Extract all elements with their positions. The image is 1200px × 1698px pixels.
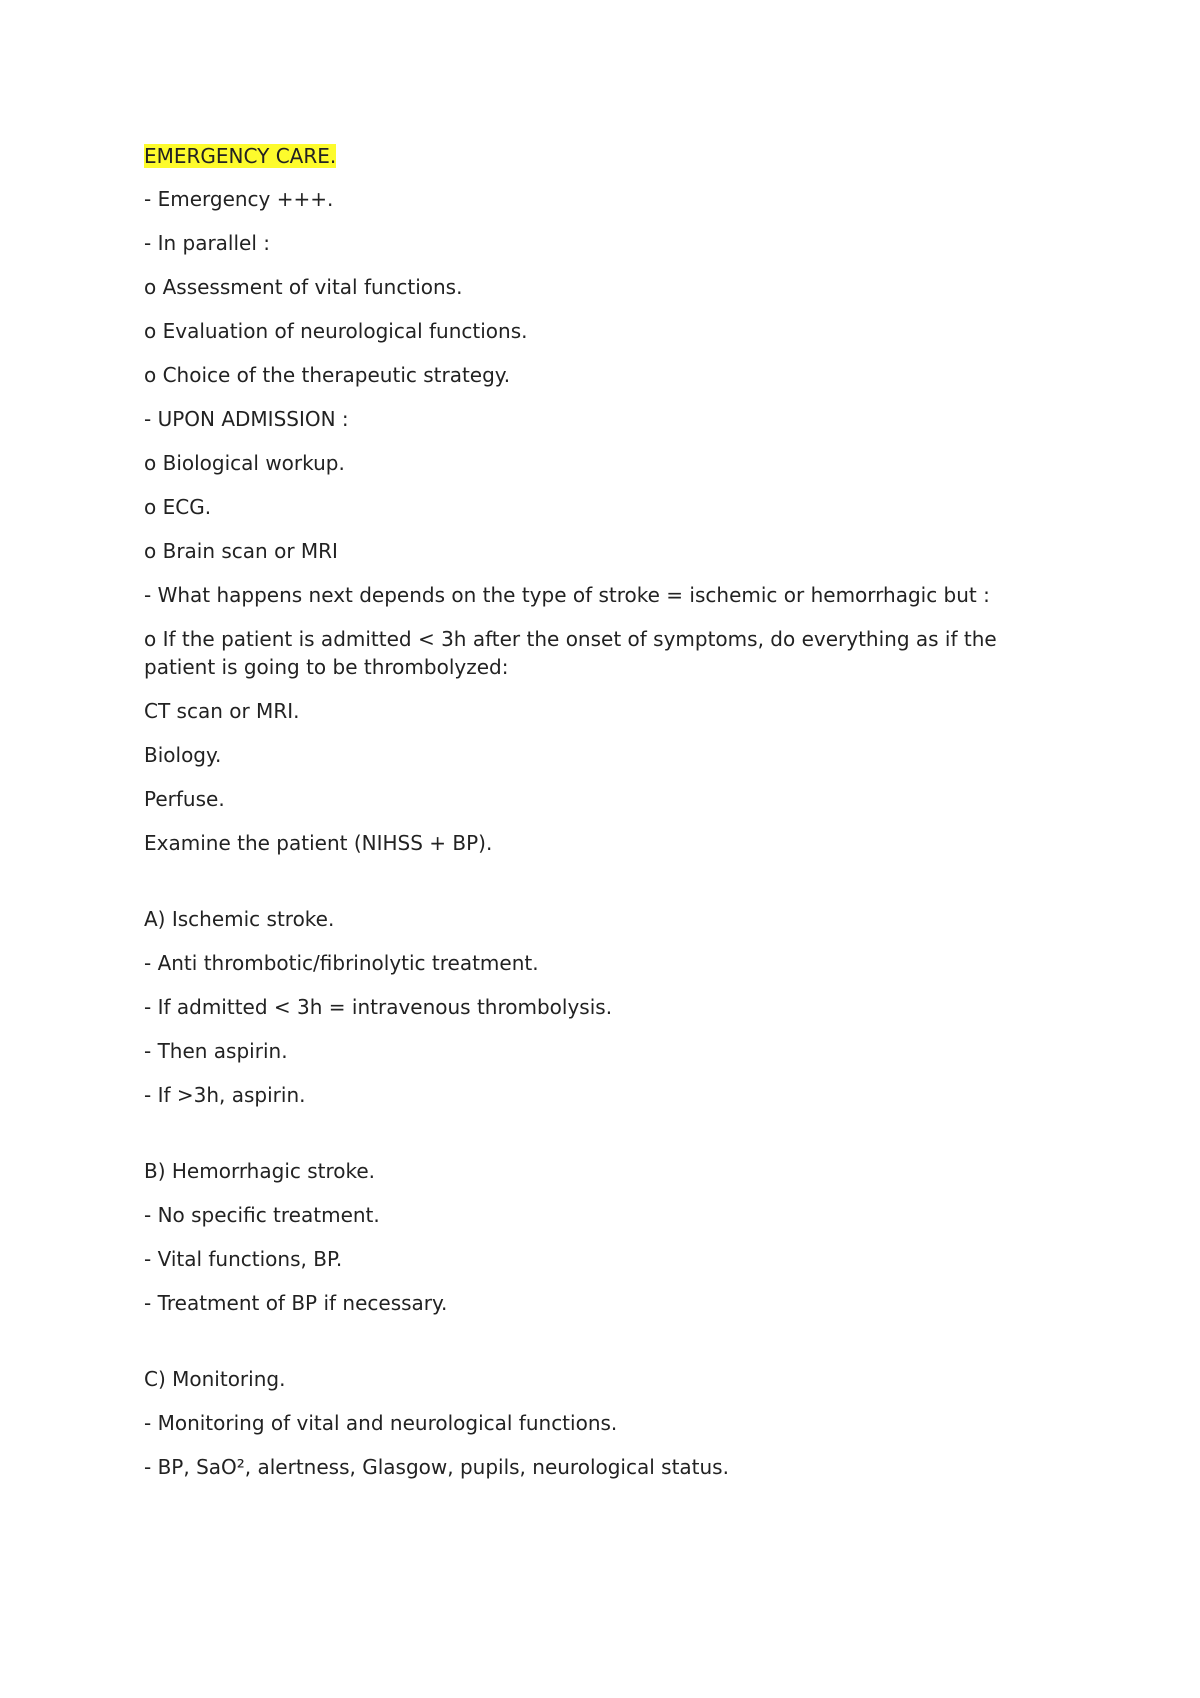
section-c-heading: C) Monitoring.: [144, 1367, 286, 1391]
intro-line: - Emergency +++.: [144, 187, 334, 211]
section-b-item: - Treatment of BP if necessary.: [144, 1291, 448, 1315]
section-a-item: - If admitted < 3h = intravenous thrombolysis.: [144, 995, 613, 1019]
section-spacer: [144, 1333, 1064, 1365]
intro-line: o Biological workup.: [144, 451, 345, 475]
intro-line: Biology.: [144, 743, 222, 767]
document-body: [144, 142, 1064, 1497]
intro-line: CT scan or MRI.: [144, 699, 300, 723]
section-spacer: [144, 873, 1064, 905]
section-b-heading: B) Hemorrhagic stroke.: [144, 1159, 376, 1183]
section-a-item: - If >3h, aspirin.: [144, 1083, 306, 1107]
intro-line: o ECG.: [144, 495, 212, 519]
section-c-item: - BP, SaO², alertness, Glasgow, pupils, neurological status.: [144, 1455, 729, 1479]
document-title: EMERGENCY CARE.: [144, 144, 337, 168]
intro-line: o Brain scan or MRI: [144, 539, 338, 563]
intro-line: o If the patient is admitted < 3h after the onset of symptoms, do everything as if the patient is going to be thrombolyzed:: [144, 627, 997, 679]
section-a-item: - Anti thrombotic/fibrinolytic treatment.: [144, 951, 539, 975]
intro-line: o Evaluation of neurological functions.: [144, 319, 528, 343]
intro-line: o Choice of the therapeutic strategy.: [144, 363, 511, 387]
intro-line: o Assessment of vital functions.: [144, 275, 463, 299]
intro-line: Perfuse.: [144, 787, 225, 811]
section-a-item: - Then aspirin.: [144, 1039, 288, 1063]
intro-line: Examine the patient (NIHSS + BP).: [144, 831, 493, 855]
intro-line: - What happens next depends on the type of stroke = ischemic or hemorrhagic but :: [144, 583, 990, 607]
section-c-item: - Monitoring of vital and neurological functions.: [144, 1411, 618, 1435]
document-title-line: [144, 142, 1064, 170]
section-b-item: - No specific treatment.: [144, 1203, 380, 1227]
section-spacer: [144, 1125, 1064, 1157]
intro-line: - UPON ADMISSION :: [144, 407, 349, 431]
section-b-item: - Vital functions, BP.: [144, 1247, 343, 1271]
intro-line: - In parallel :: [144, 231, 271, 255]
section-a-heading: A) Ischemic stroke.: [144, 907, 335, 931]
